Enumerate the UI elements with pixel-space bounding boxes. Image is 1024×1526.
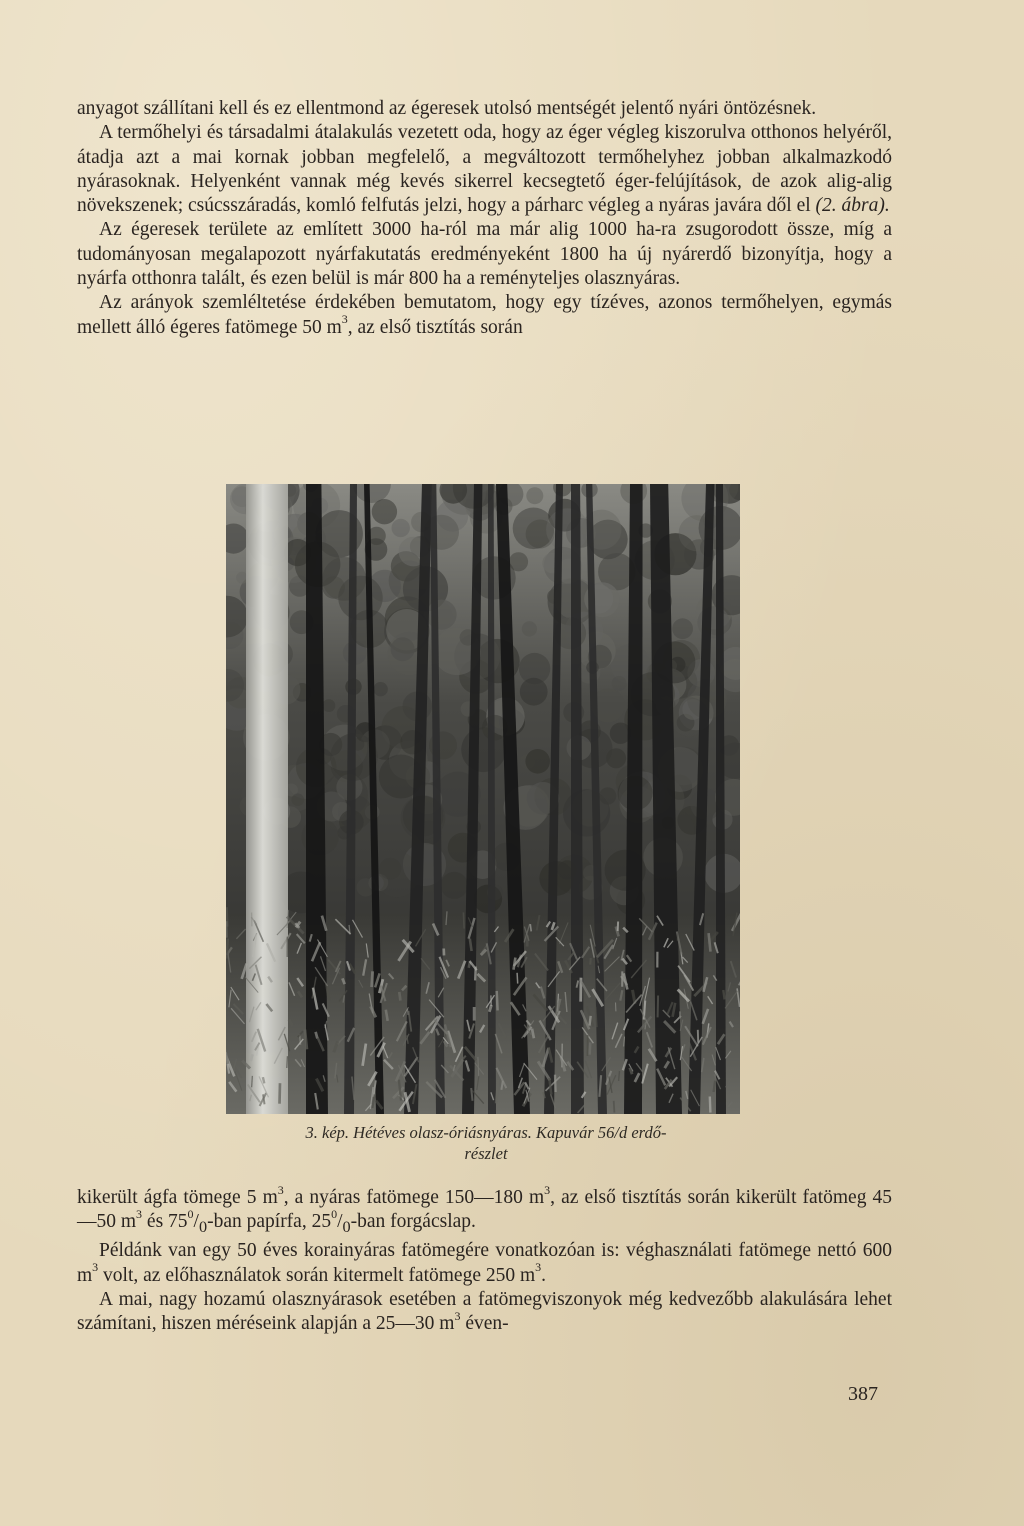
- p6-part-a: Példánk van egy 50 éves korainyáras fatömegére vonatkozóan is: véghasználati fatömege nettó 600 m: [77, 1240, 892, 1286]
- foliage-blob: [426, 600, 456, 630]
- foliage-blob: [392, 519, 410, 537]
- p6-part-b: volt, az előhasználatok során kitermelt fatömege 250 m: [98, 1264, 536, 1286]
- undergrowth-leaf: [399, 992, 400, 1001]
- foliage-blob: [338, 576, 383, 621]
- superscript: 3: [535, 1260, 542, 1275]
- paragraph-5: [77, 1182, 893, 1239]
- superscript: 3: [136, 1206, 143, 1221]
- undergrowth-leaf: [316, 1032, 318, 1039]
- undergrowth-leaf: [489, 1005, 491, 1012]
- subscript: 0: [198, 1218, 208, 1237]
- superscript: 3: [454, 1308, 461, 1323]
- paragraph-1: anyagot szállítani kell és ez ellentmond az égeresek utolsó mentségét jelentő nyári öntözésnek.: [77, 98, 817, 119]
- foliage-blob: [522, 621, 537, 636]
- caption-line-1: 3. kép. Hétéves olasz-óriásnyáras. Kapuvár 56/d erdő-: [305, 1123, 667, 1142]
- superscript: 3: [277, 1182, 284, 1197]
- undergrowth-leaf: [251, 1054, 253, 1061]
- page-number: 387: [848, 1383, 878, 1405]
- p5-part-f: -ban forgácslap.: [350, 1211, 476, 1233]
- paragraph-4-text: Az arányok szemléltetése érdekében bemutatom, hogy egy tízéves, azonos termőhelyen, egymás mellett álló égeres fatömege 50 m: [77, 292, 892, 338]
- undergrowth-leaf: [263, 1094, 264, 1104]
- undergrowth-leaf: [287, 1056, 288, 1068]
- p6-part-c: .: [541, 1264, 547, 1286]
- forest-photo: [226, 484, 740, 1114]
- foliage-blob: [509, 552, 528, 571]
- foliage-blob: [672, 618, 693, 639]
- p5-part-b: , a nyáras fatömege 150—180 m: [283, 1187, 545, 1208]
- paragraph-2-text: A termőhelyi és társadalmi átalakulás vezetett oda, hogy az éger végleg kiszorulva otthonos helyéről, átadja azt a mai kornak jobban megfelelő, a megváltozott termőhelyhez jobban alkalmazkodó nyárasoknak. Helyenként vannak még kevés sikerrel kecsegtető éger-felújítások, de azok alig-alig növekszenek; csúcsszáradás, komló felfutás jelzi, hogy a párharc végleg a nyáras javára dől el: [77, 122, 892, 217]
- paragraph-2: [77, 121, 892, 218]
- undergrowth-leaf: [372, 971, 373, 987]
- undergrowth-leaf: [227, 939, 228, 959]
- undergrowth-leaf: [590, 1016, 591, 1026]
- p5-part-a: kikerült ágfa tömege 5 m: [77, 1187, 278, 1208]
- undergrowth-leaf: [530, 924, 531, 931]
- undergrowth-leaf: [619, 1071, 620, 1081]
- undergrowth-leaf: [614, 1101, 615, 1113]
- foliage-blob: [525, 749, 550, 774]
- foliage-blob: [391, 637, 415, 661]
- foliage-blob: [323, 699, 336, 712]
- undergrowth-leaf: [555, 1075, 556, 1092]
- p7-part-a: A mai, nagy hozamú olasznyárasok esetében a fatömegviszonyok még kedvezőbb alakulására lehet számítani, hiszen méréseink alapján a 25—30 m: [77, 1289, 892, 1335]
- undergrowth-leaf: [497, 991, 498, 1011]
- paragraph-6: [77, 1239, 892, 1288]
- p5-part-d: és 75: [142, 1211, 188, 1233]
- superscript: 0: [331, 1206, 338, 1221]
- undergrowth-leaf: [723, 990, 724, 999]
- undergrowth-leaf: [470, 939, 472, 951]
- foliage-blob: [372, 499, 397, 524]
- body-text-top: [77, 97, 892, 340]
- undergrowth-leaf: [517, 973, 518, 984]
- slash: /: [337, 1211, 343, 1233]
- slash: /: [193, 1211, 199, 1233]
- paragraph-7: [77, 1288, 892, 1337]
- subscript: 0: [342, 1218, 351, 1237]
- superscript: 3: [341, 312, 348, 327]
- p5-part-c: , az első tisztítás során kikerült fatömeg 45—50 m: [77, 1187, 893, 1233]
- figure-reference: (2. ábra).: [815, 195, 890, 217]
- superscript: 3: [544, 1182, 551, 1197]
- p7-part-b: éven-: [460, 1313, 509, 1335]
- foliage-blob: [441, 872, 468, 899]
- superscript: 3: [92, 1260, 99, 1275]
- undergrowth-leaf: [714, 1081, 716, 1092]
- caption-line-2: részlet: [464, 1144, 508, 1163]
- undergrowth-leaf: [658, 996, 659, 1018]
- foliage-blob: [546, 508, 589, 551]
- undergrowth-leaf: [590, 1042, 591, 1054]
- paragraph-4-tail: , az első tisztítás során: [347, 316, 523, 338]
- figure-caption: [216, 1122, 756, 1164]
- undergrowth-leaf: [263, 1077, 264, 1083]
- undergrowth-leaf: [305, 1030, 307, 1050]
- foliage-blob: [612, 676, 627, 691]
- foliage-blob: [563, 789, 610, 836]
- foliage-blob: [520, 678, 548, 706]
- foliage-blob: [526, 487, 543, 504]
- forest-photo-image: [226, 484, 740, 1114]
- undergrowth-leaf: [710, 1097, 711, 1113]
- paragraph-4: [77, 291, 892, 340]
- undergrowth-leaf: [252, 1076, 253, 1087]
- foliage-blob: [373, 682, 387, 696]
- body-text-bottom: [77, 1182, 893, 1337]
- p5-part-e: -ban papírfa, 25: [207, 1211, 332, 1233]
- paragraph-3: Az égeresek területe az említett 3000 ha-ról ma már alig 1000 ha-ra zsugorodott össze, míg a tudományosan megalapozott nyárfakutatás eredményeként 1800 ha új nyárerdő bizonyítja, hogy a nyárfa otthonra talált, és ezen belül is már 800 ha a reményteljes olasznyáras.: [77, 219, 892, 290]
- undergrowth-leaf: [408, 1009, 409, 1015]
- superscript: 0: [187, 1206, 194, 1221]
- undergrowth-leaf: [590, 958, 591, 965]
- undergrowth-leaf: [280, 1083, 281, 1104]
- undergrowth-leaf: [463, 912, 464, 928]
- undergrowth-leaf: [471, 1088, 472, 1101]
- foliage-blob: [292, 793, 305, 806]
- undergrowth-leaf: [532, 1029, 534, 1039]
- birch-trunk: [246, 484, 288, 1114]
